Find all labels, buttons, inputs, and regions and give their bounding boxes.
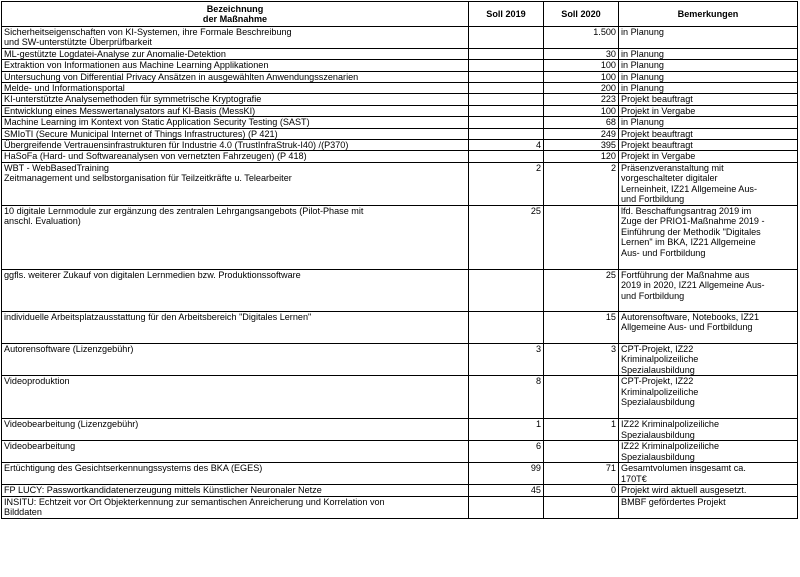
row-description: Übergreifende Vertrauensinfrastrukturen für Industrie 4.0 (TrustInfraStruk-I40) /(P370) [2,140,469,151]
row-soll-2020 [544,205,619,269]
row-description: individuelle Arbeitsplatzausstattung für den Arbeitsbereich "Digitales Lernen" [2,311,469,343]
row-soll-2019 [469,151,544,162]
row-description: HaSoFa (Hard- und Softwareanalysen von vernetzten Fahrzeugen) (P 418) [2,151,469,162]
table-row [2,140,798,151]
row-description: Entwicklung eines Messwertanalysators auf KI-Basis (MessKI) [2,105,469,116]
row-description: Autorensoftware (Lizenzgebühr) [2,343,469,375]
row-description: INSITU: Echtzeit vor Ort Objekterkennung zur semantischen Anreicherung und Korrelation von Bilddaten [2,496,469,518]
header-soll-2019: Soll 2019 [469,2,544,27]
row-soll-2020: 100 [544,71,619,82]
row-remark: IZ22 Kriminalpolizeiliche Spezialausbildung [619,441,798,463]
row-soll-2019 [469,105,544,116]
row-description: Sicherheitseigenschaften von KI-Systemen, ihre Formale Beschreibung und SW-unterstützte Überprüfbarkeit [2,27,469,49]
row-soll-2019: 1 [469,419,544,441]
row-soll-2020: 120 [544,151,619,162]
row-remark: in Planung [619,48,798,59]
row-soll-2019: 45 [469,485,544,496]
row-soll-2019 [469,71,544,82]
row-soll-2019: 4 [469,140,544,151]
row-description: Ertüchtigung des Gesichtserkennungssystems des BKA (EGES) [2,463,469,485]
row-soll-2019 [469,117,544,128]
row-remark: Projekt beauftragt [619,140,798,151]
row-soll-2019: 2 [469,162,544,205]
row-soll-2020: 249 [544,128,619,139]
row-description: ggfls. weiterer Zukauf von digitalen Lernmedien bzw. Produktionssoftware [2,269,469,311]
row-remark: BMBF gefördertes Projekt [619,496,798,518]
table-row [2,343,798,375]
row-soll-2020 [544,496,619,518]
header-description: Bezeichnung der Maßnahme [2,2,469,27]
row-description: Extraktion von Informationen aus Machine Learning Applikationen [2,60,469,71]
row-remark: IZ22 Kriminalpolizeiliche Spezialausbildung [619,419,798,441]
table-row [2,105,798,116]
table-row [2,128,798,139]
row-soll-2019 [469,27,544,49]
row-remark: in Planung [619,71,798,82]
row-description: ML-gestützte Logdatei-Analyse zur Anomalie-Detektion [2,48,469,59]
table-row [2,463,798,485]
row-soll-2019 [469,83,544,94]
row-remark: Präsenzveranstaltung mit vorgeschalteter digitaler Lerneinheit, IZ21 Allgemeine Aus- und Fortbildung [619,162,798,205]
row-remark: Gesamtvolumen insgesamt ca. 170T€ [619,463,798,485]
table-row [2,71,798,82]
table-row [2,27,798,49]
row-description: 10 digitale Lernmodule zur ergänzung des zentralen Lehrgangsangebots (Pilot-Phase mit anschl. Evaluation) [2,205,469,269]
row-soll-2020 [544,376,619,419]
row-soll-2020: 3 [544,343,619,375]
row-description: Melde- und Informationsportal [2,83,469,94]
row-soll-2020: 1 [544,419,619,441]
row-soll-2020: 223 [544,94,619,105]
row-soll-2019 [469,269,544,311]
row-remark: in Planung [619,83,798,94]
table-row [2,311,798,343]
row-soll-2020: 200 [544,83,619,94]
row-soll-2020: 1.500 [544,27,619,49]
row-remark: in Planung [619,117,798,128]
row-description: Machine Learning im Kontext von Static Application Security Testing (SAST) [2,117,469,128]
table-row [2,60,798,71]
table-row [2,151,798,162]
row-soll-2019 [469,311,544,343]
table-row [2,117,798,128]
table-row [2,162,798,205]
row-description: Videobearbeitung (Lizenzgebühr) [2,419,469,441]
row-description: FP LUCY: Passwortkandidatenerzeugung mittels Künstlicher Neuronaler Netze [2,485,469,496]
row-soll-2019: 6 [469,441,544,463]
row-soll-2019: 99 [469,463,544,485]
table-header-row [2,2,798,27]
row-remark: Projekt beauftragt [619,94,798,105]
table-row [2,419,798,441]
table-row [2,441,798,463]
measures-table [1,1,798,519]
table-row [2,485,798,496]
row-soll-2020: 100 [544,60,619,71]
row-soll-2019 [469,496,544,518]
row-soll-2020: 30 [544,48,619,59]
row-description: SMIoTI (Secure Municipal Internet of Things Infrastructures) (P 421) [2,128,469,139]
row-remark: Autorensoftware, Notebooks, IZ21 Allgemeine Aus- und Fortbildung [619,311,798,343]
table-row [2,83,798,94]
row-soll-2020: 68 [544,117,619,128]
row-soll-2019 [469,128,544,139]
row-description: Untersuchung von Differential Privacy Ansätzen in ausgewählten Anwendungsszenarien [2,71,469,82]
row-remark: CPT-Projekt, IZ22 Kriminalpolizeiliche Spezialausbildung [619,343,798,375]
row-remark: Projekt in Vergabe [619,105,798,116]
row-soll-2020: 395 [544,140,619,151]
row-remark: lfd. Beschaffungsantrag 2019 im Zuge der PRIO1-Maßnahme 2019 - Einführung der Methodik "Digitales Lernen" im BKA, IZ21 Allgemeine Aus- und Fortbildung [619,205,798,269]
row-soll-2019 [469,94,544,105]
row-description: WBT - WebBasedTraining Zeitmanagement und selbstorganisation für Teilzeitkräfte u. Telearbeiter [2,162,469,205]
table-row [2,496,798,518]
row-remark: in Planung [619,60,798,71]
header-soll-2020: Soll 2020 [544,2,619,27]
row-remark: Fortführung der Maßnahme aus 2019 in 2020, IZ21 Allgemeine Aus- und Fortbildung [619,269,798,311]
row-remark: Projekt beauftragt [619,128,798,139]
row-soll-2019 [469,60,544,71]
row-soll-2019: 25 [469,205,544,269]
table-row [2,48,798,59]
row-remark: Projekt wird aktuell ausgesetzt. [619,485,798,496]
table-row [2,269,798,311]
header-remarks: Bemerkungen [619,2,798,27]
row-remark: Projekt in Vergabe [619,151,798,162]
row-remark: CPT-Projekt, IZ22 Kriminalpolizeiliche Spezialausbildung [619,376,798,419]
row-soll-2020: 25 [544,269,619,311]
row-description: Videoproduktion [2,376,469,419]
row-description: KI-unterstützte Analysemethoden für symmetrische Kryptografie [2,94,469,105]
row-soll-2020: 2 [544,162,619,205]
row-soll-2020: 71 [544,463,619,485]
row-remark: in Planung [619,27,798,49]
row-soll-2020 [544,441,619,463]
row-soll-2020: 100 [544,105,619,116]
row-soll-2019: 8 [469,376,544,419]
table-row [2,94,798,105]
row-soll-2019 [469,48,544,59]
row-soll-2019: 3 [469,343,544,375]
row-description: Videobearbeitung [2,441,469,463]
row-soll-2020: 0 [544,485,619,496]
table-row [2,376,798,419]
table-row [2,205,798,269]
row-soll-2020: 15 [544,311,619,343]
